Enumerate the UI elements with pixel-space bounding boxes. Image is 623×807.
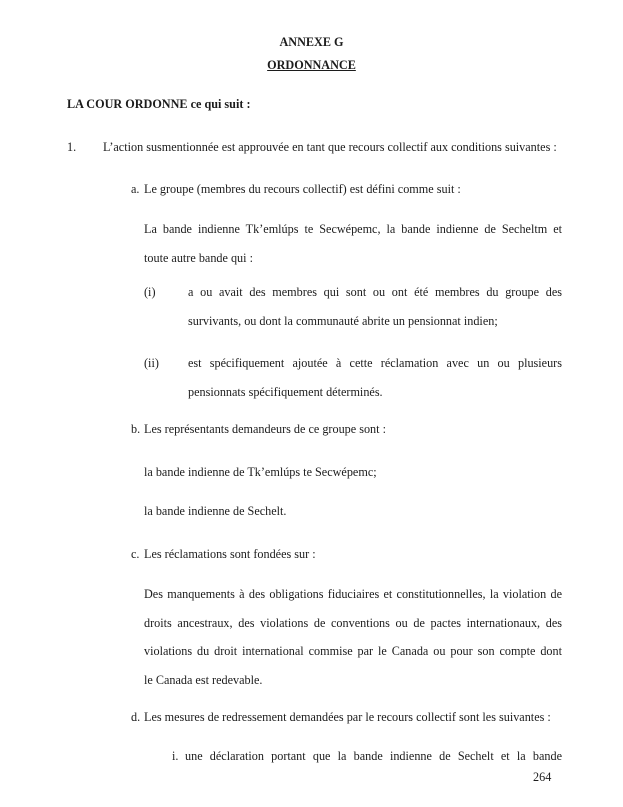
item-a-marker: a. (131, 182, 140, 196)
claims-basis-paragraph (67, 580, 562, 694)
court-order-opening: LA COUR ORDONNE ce qui suit : (67, 97, 251, 111)
group-definition-paragraph (67, 215, 562, 272)
text-line: Les réclamations sont fondées sur : (144, 547, 316, 561)
item-b (67, 415, 562, 444)
text-line: la bande indienne de Sechelt. (144, 504, 287, 518)
text-line: le Canada est redevable. (144, 672, 263, 687)
item-d (67, 703, 562, 732)
subitem-i-marker: (i) (144, 285, 156, 299)
subitem-roman-i (67, 742, 562, 771)
text-line: survivants, ou dont la communauté abrite un pensionnat indien; (188, 313, 498, 328)
subitem-ii (67, 349, 562, 406)
text-line: L’action susmentionnée est approuvée en tant que recours collectif aux conditions suivantes : (103, 140, 557, 154)
text-line: est spécifiquement ajoutée à cette réclamation avec un ou plusieurs (188, 356, 562, 370)
text-line: La bande indienne Tk’emlúps te Secwépemc, la bande indienne de Secheltm et (144, 222, 562, 236)
item-b-marker: b. (131, 422, 141, 436)
item-d-marker: d. (131, 710, 141, 724)
text-line: Les mesures de redressement demandées par le recours collectif sont les suivantes : (144, 710, 551, 724)
representative-plaintiff-1 (67, 458, 562, 487)
text-line: une déclaration portant que la bande indienne de Sechelt et la bande (185, 749, 562, 763)
item-c (67, 540, 562, 569)
text-line: toute autre bande qui : (144, 250, 253, 265)
text-line: droits ancestraux, des violations de conventions ou de pactes internationaux, des (144, 615, 562, 630)
subitem-ii-marker: (ii) (144, 356, 159, 370)
annexe-heading: ANNEXE G (279, 35, 344, 49)
text-line: violations du droit international commise par le Canada ou pour son compte dont (144, 644, 562, 658)
text-line: Le groupe (membres du recours collectif) est défini comme suit : (144, 182, 461, 196)
text-line: pensionnats spécifiquement déterminés. (188, 384, 383, 399)
text-line: a ou avait des membres qui sont ou ont été membres du groupe des (188, 285, 562, 299)
text-line: Les représentants demandeurs de ce groupe sont : (144, 422, 386, 436)
item-1 (67, 133, 562, 162)
item-c-marker: c. (131, 547, 140, 561)
text-line: la bande indienne de Tk’emlúps te Secwépemc; (144, 465, 377, 479)
item-a (67, 175, 562, 204)
subitem-roman-i-marker: i. (172, 749, 179, 763)
representative-plaintiff-2 (67, 497, 562, 526)
page-number: 264 (533, 770, 552, 784)
subitem-i (67, 278, 562, 335)
text-line: Des manquements à des obligations fiduciaires et constitutionnelles, la violation de (144, 587, 562, 601)
item-1-marker: 1. (67, 140, 77, 154)
ordonnance-heading: ORDONNANCE (267, 58, 356, 72)
